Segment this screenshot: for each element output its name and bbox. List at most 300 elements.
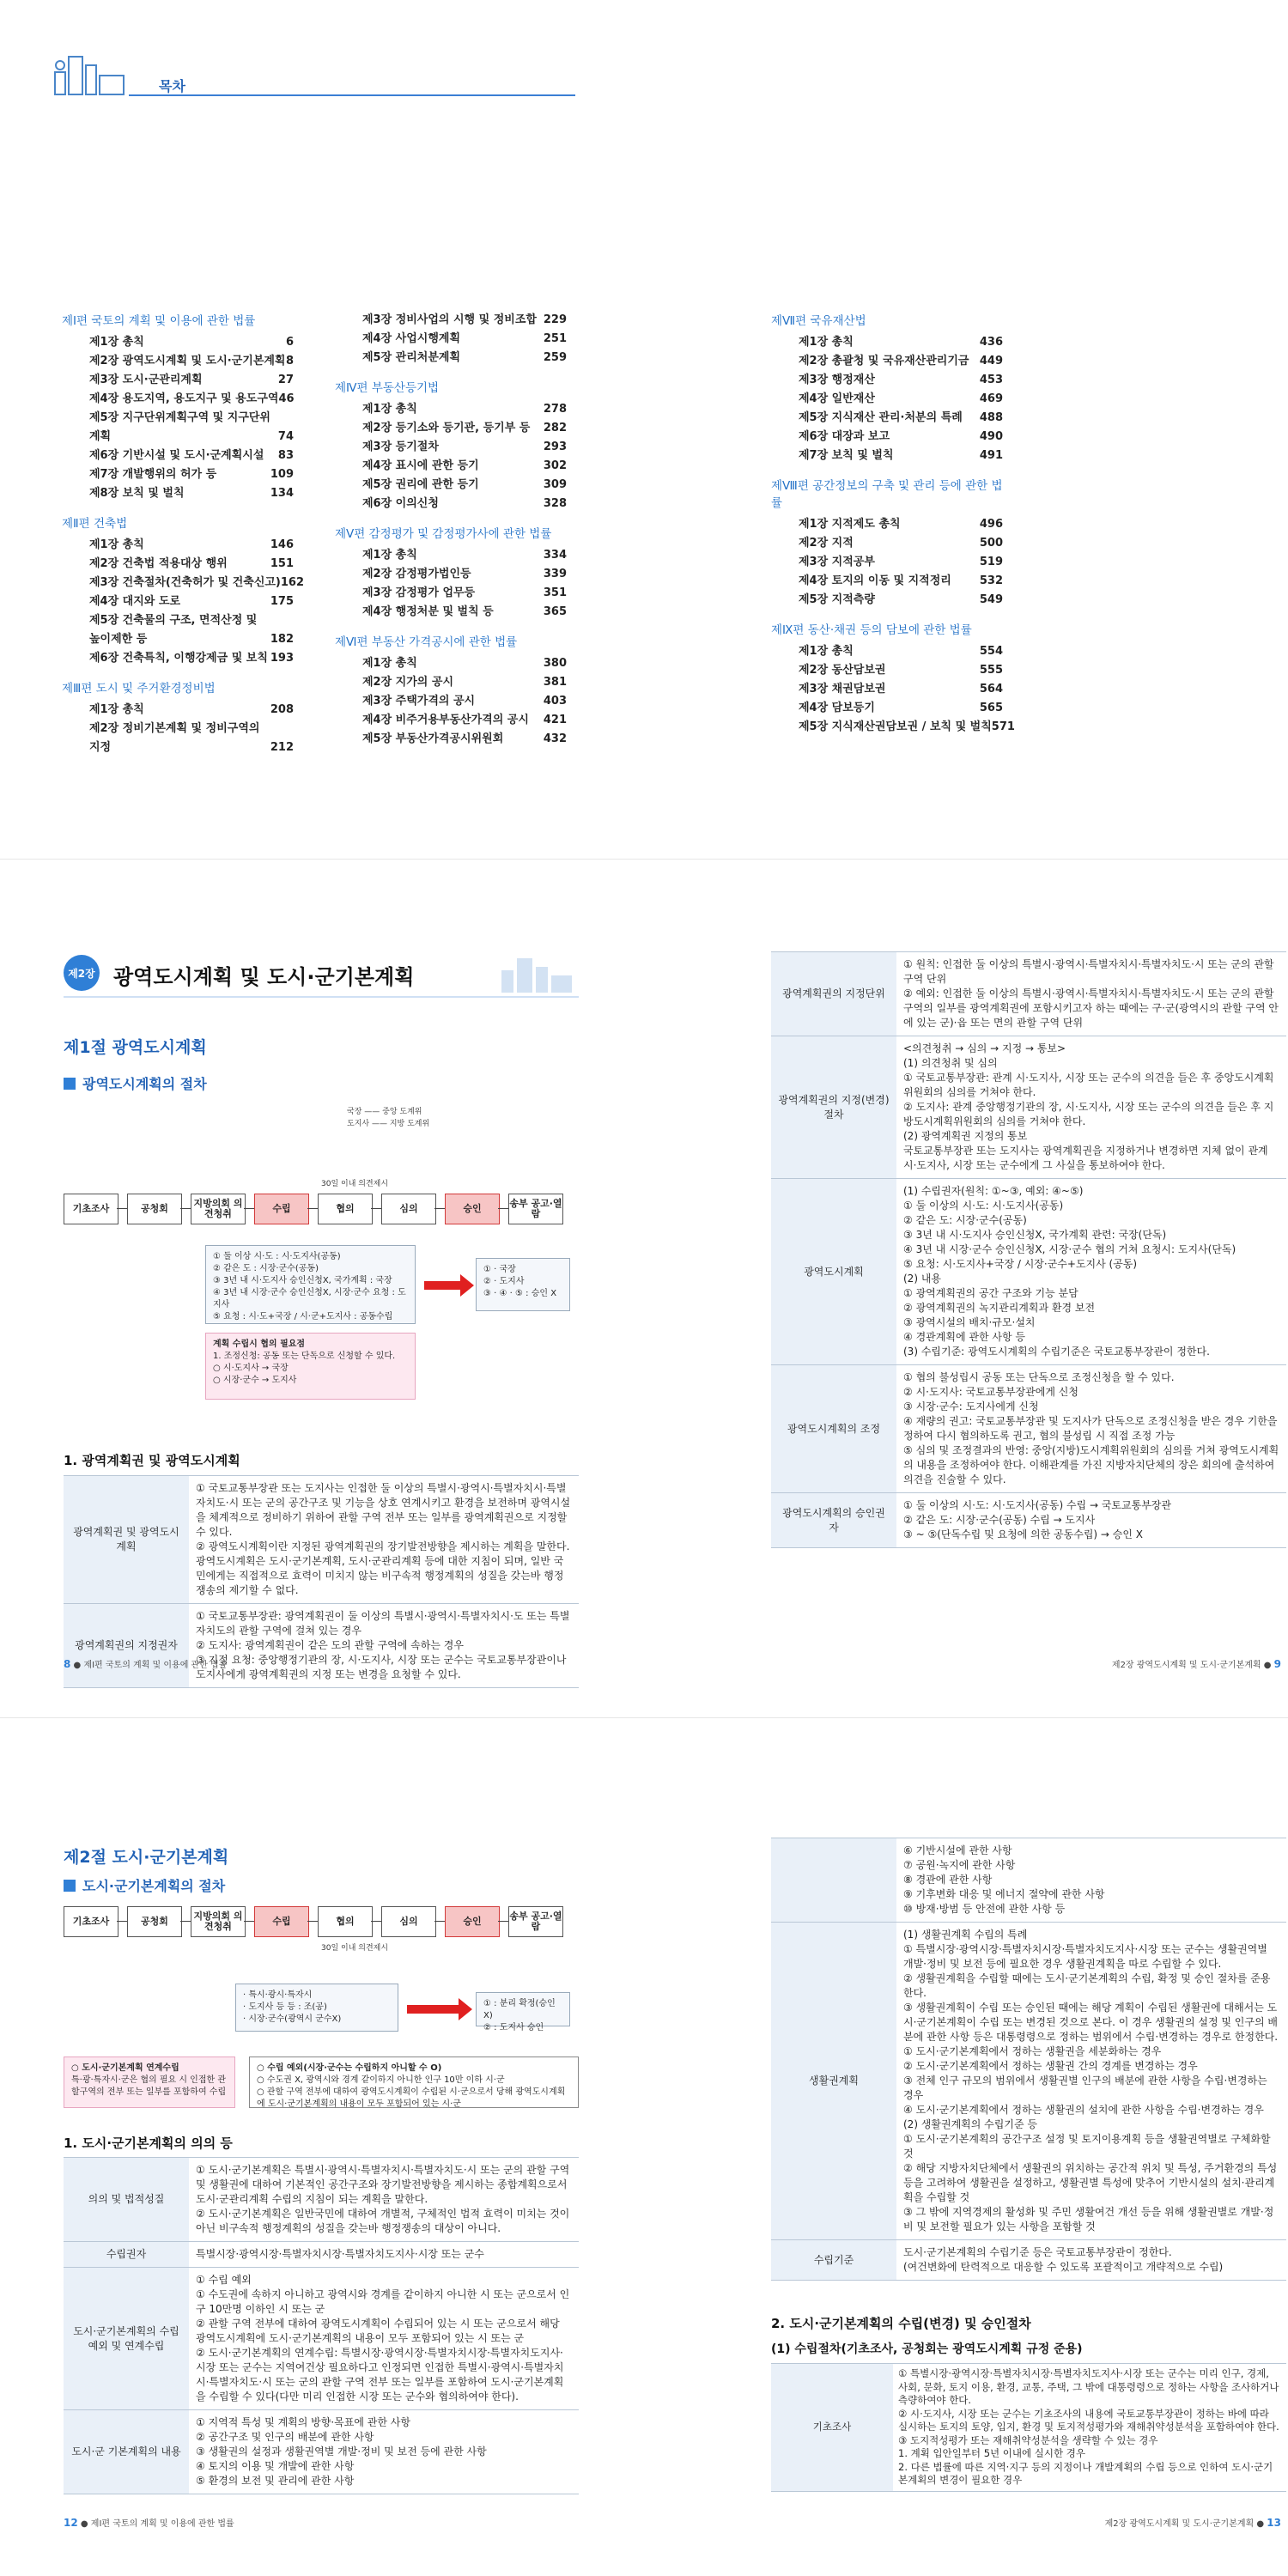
footer-right: 제2장 광역도시계획 및 도시·군기본계획 ● 13 — [1104, 2517, 1281, 2529]
toc-entry[interactable] — [335, 654, 567, 673]
table-text-line: (1) 수립권자(원칙: ①~③, 예외: ④~⑤) — [903, 1185, 1084, 1197]
toc-entry[interactable] — [62, 611, 294, 630]
toc-entry-page: 381 — [543, 676, 567, 689]
table-text-line: ① 국토교통부장관: 광역계획권이 둘 이상의 특별시·광역시·특별자치시·도 또는 특별자치도의 관할 구역에 걸쳐 있는 경우 — [196, 1610, 570, 1637]
table-row-content — [189, 1604, 579, 1688]
flow-step-box: 심의 — [381, 1194, 436, 1224]
toc-entry-title: 제3장 행정재산 — [799, 374, 875, 386]
toc-entry-title: 제3장 채권담보권 — [799, 683, 886, 696]
toc-entry[interactable] — [335, 603, 567, 622]
table-text-line: ② 광역계획권의 녹지관리계획과 환경 보전 — [903, 1302, 1096, 1314]
subsection-heading: 1. 도시·군기본계획의 의의 등 — [64, 2136, 233, 2151]
flow-arrow — [244, 1208, 254, 1209]
toc-entry[interactable] — [771, 409, 1003, 428]
table-basic-survey — [771, 2363, 1286, 2492]
square-bullet-icon — [64, 1880, 76, 1892]
table-text-line: ② 광역도시계획이란 지정된 광역계획권의 장기발전방향을 제시하는 계획을 말한다. 광역도시계획은 도시·군기본계획, 도시·군관리계획 등에 대한 지침이 되며, 일반 국민에게는 직접적으로 효력이 미치지 않는 비구속적 행정계획의 성질을 갖는바 행정쟁송의 제기할 수 없다. — [196, 1540, 570, 1596]
toc-entry-page: 555 — [979, 664, 1003, 677]
toc-entry-title: 제4장 토지의 이동 및 지적정리 — [799, 574, 951, 587]
table-text-line: ④ 경관계획에 관한 사항 등 — [903, 1331, 1025, 1343]
toc-entry[interactable] — [771, 390, 1003, 409]
chapter-title: 광역도시계획 및 도시·군기본계획 — [113, 965, 415, 989]
toc-entry-page: 491 — [979, 449, 1003, 462]
table-text-line: ① 둘 이상의 시·도: 시·도지사(공동) — [903, 1200, 1064, 1212]
flow-note-panel: 계획 수립시 협의 필요점 1. 조정신청: 공동 또는 단독으로 신청할 수 있다. ○ 시·도지사 → 국장 ○ 시장·군수 → 도지사 — [205, 1333, 416, 1400]
toc-entry-page: 251 — [543, 332, 567, 345]
table-row-content — [189, 2158, 579, 2242]
toc-entry-title: 제6장 이의신청 — [362, 497, 439, 510]
toc-entry-page: 436 — [979, 336, 1003, 349]
toc-entry-title: 제2장 지적 — [799, 537, 854, 550]
table-text-line: ① 국토교통부장관: 관계 시·도지사, 시장 또는 군수의 의견을 들은 후 중앙도시계획위원회의 심의를 거쳐야 한다. — [903, 1072, 1274, 1098]
toc-entry[interactable] — [771, 699, 1003, 718]
table-text-line: 2. 다른 법률에 따른 지역·지구 등의 지정이나 개발계획의 수립 등으로 인하여 도시·군기본계획의 변경이 필요한 경우 — [898, 2460, 1273, 2487]
toc-entry-title: 제4장 대지와 도로 — [89, 595, 181, 608]
toc-entry-title: 제5장 건축물의 구조, 면적산정 및 — [89, 614, 258, 627]
table-text-line: ③ ~ ⑤(단독수립 및 요청에 의한 공동수립) → 승인 X — [903, 1528, 1144, 1540]
flow-panel-left: · 특시·광시·특자시 · 도지사 등 등 : 조(공) · 시장·군수(광역시 군수X) — [235, 1984, 398, 2032]
table-row-header: 도시·군 기본계획의 내용 — [64, 2410, 189, 2494]
toc-entry-page: 334 — [543, 549, 567, 562]
toc-entry[interactable] — [62, 371, 294, 390]
table-row-header: 도시·군기본계획의 수립 예외 및 연계수립 — [64, 2268, 189, 2410]
toc-part-title[interactable]: 제Ⅱ편 건축법 — [62, 517, 128, 531]
table-row-header: 광역계획권의 지정(변경)절차 — [771, 1036, 896, 1179]
toc-entry[interactable] — [62, 738, 294, 757]
table-text-line: 도시·군기본계획의 수립기준 등은 국토교통부장관이 정한다. — [903, 2246, 1172, 2258]
table-row-content — [896, 1493, 1286, 1548]
toc-entry[interactable] — [62, 428, 294, 447]
toc-entry[interactable] — [335, 330, 567, 349]
toc-entry[interactable] — [62, 630, 294, 649]
subsection-heading: 1. 광역계획권 및 광역도시계획 — [64, 1453, 240, 1468]
toc-part-title[interactable]: 제Ⅵ편 부동산 가격공시에 관한 법률 — [335, 635, 518, 649]
flow-step-box: 심의 — [381, 1906, 436, 1937]
toc-entry-title: 제5장 부동산가격공시위원회 — [362, 732, 504, 745]
flow-arrow — [371, 1921, 381, 1922]
table-text-line: ② 도지사: 관계 중앙행정기관의 장, 시·도지사, 시장 또는 군수의 의견을 들은 후 지방도시계획위원회의 심의를 거쳐야 한다. — [903, 1101, 1274, 1127]
toc-entry-title: 제1장 총칙 — [89, 703, 144, 716]
toc-entry-page: 339 — [543, 568, 567, 580]
toc-part-title[interactable]: 제Ⅷ편 공간정보의 구축 및 관리 등에 관한 법률 — [771, 479, 1003, 510]
toc-entry[interactable] — [62, 409, 294, 428]
table-gwangyeok-right — [771, 951, 1286, 1548]
flow-arrow — [117, 1921, 127, 1922]
toc-entry-page: 571 — [991, 720, 1015, 733]
section-title: 제2절 도시·군기본계획 — [64, 1848, 229, 1867]
table-text-line: ③ 3년 내 시·도지사 승인신청X, 국가계획 관련: 국장(단독) — [903, 1229, 1167, 1241]
table-text-line: ② 같은 도: 시장·군수(공동) — [903, 1214, 1027, 1226]
flow-arrow — [498, 1208, 508, 1209]
table-text-line: ① 둘 이상의 시·도: 시·도지사(공동) 수립 → 국토교통부장관 — [903, 1499, 1171, 1511]
flow-arrow — [434, 1208, 445, 1209]
toc-part-title[interactable]: 제Ⅶ편 국유재산법 — [771, 314, 866, 328]
toc-entry-title: 제1장 총칙 — [89, 336, 144, 349]
toc-entry-title: 지정 — [89, 741, 112, 754]
toc-entry-title: 제2장 정비기본계획 및 정비구역의 — [89, 722, 260, 735]
toc-entry[interactable] — [771, 680, 1003, 699]
toc-entry-page: 564 — [979, 683, 1003, 696]
table-text-line: ① 원칙: 인접한 둘 이상의 특별시·광역시·특별자치시·특별자치도·시 또는 군의 관할 구역 단위 — [903, 958, 1274, 985]
table-text-line: ⑤ 요청: 시·도지사+국장 / 시장·군수+도지사 (공동) — [903, 1258, 1138, 1270]
toc-entry-title: 제5장 지적측량 — [799, 593, 875, 606]
table-row — [64, 2268, 579, 2410]
toc-entry-page: 162 — [280, 576, 305, 589]
toc-entry[interactable] — [771, 642, 1003, 661]
toc-entry-title: 제4장 비주거용부동산가격의 공시 — [362, 714, 529, 726]
toc-entry[interactable] — [62, 649, 294, 668]
chapter-rule — [64, 996, 579, 998]
toc-entry-page: 351 — [543, 586, 567, 599]
flow-step-box: 수립 — [254, 1906, 309, 1937]
toc-entry-title: 제4장 용도지역, 용도지구 및 용도구역 — [89, 392, 279, 405]
chapter2-page — [0, 859, 1288, 1717]
table-text-line: ① 국토교통부장관 또는 도지사는 인접한 둘 이상의 특별시·광역시·특별자치시·특별자치도·시 또는 군의 공간구조 및 기능을 상호 연계시키고 환경을 보전하며 광역시설을 체계적으로 정비하기 위하여 관할 구역 전부 또는 일부를 광역계획권으로 지정할 수 있다. — [196, 1482, 571, 1538]
toc-entry-page: 421 — [543, 714, 567, 726]
toc-entry-page: 565 — [979, 702, 1003, 714]
toc-entry-page: 229 — [543, 313, 567, 326]
table-row-content — [896, 2240, 1286, 2281]
toc-entry[interactable] — [62, 352, 294, 371]
toc-header — [52, 52, 575, 100]
toc-entry-page: 500 — [979, 537, 1003, 550]
toc-entry-page: 302 — [543, 459, 567, 472]
table-text-line: ② 도시·군기본계획은 일반국민에 대하여 개별적, 구체적인 법적 효력이 미치는 것이 아닌 비구속적 행정계획의 성질을 갖는바 행정쟁송의 대상이 아니다. — [196, 2208, 570, 2234]
toc-entry[interactable] — [771, 553, 1003, 572]
table-row-content — [893, 2364, 1286, 2492]
table-row-header: 광역계획권의 지정권자 — [64, 1604, 189, 1688]
table-text-line: ③ 도지적성평가 또는 재해취약성분석을 생략할 수 있는 경우 — [898, 2433, 1158, 2446]
table-text-line: ⑤ 환경의 보전 및 관리에 관한 사항 — [196, 2475, 355, 2487]
toc-entry[interactable] — [771, 718, 1015, 737]
toc-entry-title: 제3장 감정평가 업무등 — [362, 586, 476, 599]
table-row — [771, 1493, 1286, 1548]
toc-entry-title: 제7장 보칙 및 벌칙 — [799, 449, 894, 462]
subsection-heading-3: (1) 수립절차(기초조사, 공청회는 광역도시계획 규정 준용) — [771, 2342, 1083, 2356]
toc-entry-page: 554 — [979, 645, 1003, 658]
toc-part-title[interactable]: 제Ⅲ편 도시 및 주거환경정비법 — [62, 682, 216, 696]
subsection-label: 광역도시계획의 절차 — [82, 1076, 207, 1092]
toc-entry-page: 278 — [543, 403, 567, 416]
flow-arrow — [307, 1921, 318, 1922]
table-row — [771, 1923, 1286, 2240]
table-text-line: (여건변화에 탄력적으로 대응할 수 있도록 포괄적이고 개략적으로 수립) — [903, 2261, 1224, 2273]
chapter-badge: 제2장 — [64, 955, 100, 991]
table-row — [771, 1838, 1286, 1923]
flow-panel-right: ① : 분리 확정(승인X) ② : 도지사 승인 — [476, 1992, 570, 2026]
toc-entry[interactable] — [62, 701, 294, 720]
table-text-line: ① 도시·군기본계획에서 정하는 생활권을 세분화하는 경우 — [903, 2045, 1162, 2057]
table-text-line: (1) 생활권계획 수립의 특례 — [903, 1929, 1028, 1941]
toc-entry-page: 46 — [278, 392, 295, 405]
table-row — [771, 952, 1286, 1036]
toc-entry-title: 제4장 일반재산 — [799, 392, 875, 405]
flow-arrow — [307, 1208, 318, 1209]
table-text-line: (2) 생활권계획의 수립기준 등 — [903, 2118, 1037, 2130]
table-text-line: ④ 토지의 이용 및 개발에 관한 사항 — [196, 2460, 355, 2472]
toc-entry[interactable] — [62, 592, 294, 611]
toc-entry-page: 488 — [979, 411, 1003, 424]
table-text-line: 특별시장·광역시장·특별자치시장·특별자치도지사·시장 또는 군수 — [196, 2248, 484, 2260]
flow-arrow — [434, 1921, 445, 1922]
section2-page — [0, 1717, 1288, 2576]
toc-entry-title: 제3장 도시·군관리계획 — [89, 374, 203, 386]
toc-entry-title: 제2장 총괄청 및 국유재산관리기금 — [799, 355, 969, 368]
toc-entry-title: 제2장 건축법 적용대상 행위 — [89, 557, 228, 570]
table-text-line: ⑦ 공원·녹지에 관한 사항 — [903, 1859, 1016, 1871]
table-text-line: ② 생활권계획을 수립할 때에는 도시·군기본계획의 수립, 확정 및 승인 절차를 준용한다. — [903, 1972, 1271, 1999]
table-row — [64, 1604, 579, 1688]
toc-entry[interactable] — [335, 711, 567, 730]
table-row — [771, 1179, 1286, 1365]
table-text-line: ① 특별시장·광역시장·특별자치시장·특별자치도지사·시장 또는 군수는 미리 인구, 경제, 사회, 문화, 토지 이용, 환경, 교통, 주택, 그 밖에 대통령령으로 정하는 사항을 조사하거나 측량하여야 한다. — [898, 2367, 1279, 2407]
toc-entry-title: 제4장 사업시행계획 — [362, 332, 461, 345]
toc-entry-page: 328 — [543, 497, 567, 510]
footer-left: 12 ● 제Ⅰ편 국토의 계획 및 이용에 관한 법률 — [64, 2517, 234, 2529]
footer-right: 제2장 광역도시계획 및 도시·군기본계획 ● 9 — [1111, 1658, 1281, 1670]
toc-entry[interactable] — [335, 311, 567, 330]
toc-entry[interactable] — [335, 400, 567, 419]
flow-step-box: 협의 — [318, 1906, 373, 1937]
toc-entry[interactable] — [771, 572, 1003, 591]
toc-entry-page: 134 — [270, 487, 294, 500]
table-row-content — [896, 1036, 1286, 1179]
table-row-header: 광역도시계획의 조정 — [771, 1365, 896, 1493]
toc-entry[interactable] — [771, 591, 1003, 610]
flow-step-box: 기초조사 — [64, 1194, 118, 1224]
table-text-line: ① 지역적 특성 및 계획의 방향·목표에 관한 사항 — [196, 2416, 410, 2428]
table-text-line: ② 해당 지방자치단체에서 생활권의 위치하는 공간적 위치 및 특성, 주거환경의 특성 등을 고려하여 생활권을 설정하고, 생활권별 특성에 맞추어 기반시설의 설치·관리계획을 수립할 것 — [903, 2162, 1278, 2203]
toc-entry-page: 403 — [543, 695, 567, 708]
toc-entry-title: 제1장 총칙 — [799, 645, 854, 658]
toc-entry-page: 8 — [285, 355, 294, 368]
toc-column-2 — [335, 311, 567, 749]
table-row-content — [189, 1476, 579, 1604]
toc-page — [0, 0, 1288, 859]
toc-column-3 — [771, 311, 1015, 737]
toc-entry[interactable] — [62, 465, 294, 484]
toc-entry[interactable] — [62, 555, 294, 574]
toc-entry[interactable] — [335, 495, 567, 513]
flow-note: 30일 이내 의견제시 — [321, 1944, 389, 1953]
table-row-header: 광역계획권의 지정단위 — [771, 952, 896, 1036]
flow-arrow — [371, 1208, 381, 1209]
flow-step-box: 협의 — [318, 1194, 373, 1224]
toc-entry[interactable] — [335, 565, 567, 584]
flow-step-box: 공청회 — [127, 1906, 182, 1937]
toc-entry[interactable] — [335, 457, 567, 476]
toc-entry[interactable] — [771, 534, 1003, 553]
toc-entry-title: 제5장 지식재산 관리·처분의 특례 — [799, 411, 963, 424]
toc-entry-title: 제5장 권리에 관한 등기 — [362, 478, 479, 491]
toc-part-title[interactable]: 제Ⅳ편 부동산등기법 — [335, 381, 440, 395]
toc-entry-page: 519 — [979, 556, 1003, 568]
table-row-header: 수립기준 — [771, 2240, 896, 2281]
toc-entry-title: 제2장 등기소와 등기관, 등기부 등 — [362, 422, 531, 434]
toc-entry[interactable] — [771, 371, 1003, 390]
table-text-line: ④ 도시·군기본계획에서 정하는 생활권의 설치에 관한 사항을 수립·변경하는 경우 — [903, 2104, 1264, 2116]
table-basic-plan-right — [771, 1838, 1286, 2281]
toc-entry-page: 549 — [979, 593, 1003, 606]
subsection-label: 도시·군기본계획의 절차 — [82, 1878, 226, 1894]
table-row-header: 수립권자 — [64, 2242, 189, 2268]
toc-entry-page: 175 — [270, 595, 294, 608]
toc-entry-page: 490 — [979, 430, 1003, 443]
table-row-content — [896, 1923, 1286, 2240]
toc-entry-title: 높이제한 등 — [89, 633, 148, 646]
table-text-line: ② 시·도지사, 시장 또는 군수는 기초조사의 내용에 국토교통부장관이 정하는 바에 따라 실시하는 토지의 토양, 입지, 환경 및 토지적성평가와 재해취약성분석을 포함하여야 한다. — [898, 2407, 1279, 2433]
footer-left: 8 ● 제Ⅰ편 국토의 계획 및 이용에 관한 법률 — [64, 1658, 228, 1670]
toc-entry[interactable] — [62, 720, 294, 738]
red-arrow-icon — [424, 1281, 460, 1290]
toc-entry-title: 제5장 관리처분계획 — [362, 351, 461, 364]
table-text-line: <의견청취 → 심의 → 지정 → 통보> — [903, 1042, 1066, 1054]
toc-entry-page: 83 — [277, 449, 294, 462]
table-row-header: 광역계획권 및 광역도시계획 — [64, 1476, 189, 1604]
toc-entry-page: 259 — [543, 351, 567, 364]
city-skyline-icon — [52, 52, 129, 96]
toc-entry[interactable] — [335, 419, 567, 438]
toc-entry-page: 432 — [543, 732, 567, 745]
table-text-line: ③ 전체 인구 규모의 범위에서 생활권별 인구의 배분에 관한 사항을 수립·변경하는 경우 — [903, 2075, 1267, 2101]
toc-entry-title: 제5장 지식재산권담보권 / 보칙 및 벌칙 — [799, 720, 992, 733]
toc-entry-page: 182 — [270, 633, 294, 646]
toc-entry[interactable] — [335, 476, 567, 495]
table-row-header: 생활권계획 — [771, 1923, 896, 2240]
toc-entry[interactable] — [335, 349, 567, 368]
toc-part-title[interactable]: 제Ⅴ편 감정평가 및 감정평가사에 관한 법률 — [335, 527, 552, 541]
subsection-title — [64, 1073, 207, 1093]
toc-entry[interactable] — [771, 515, 1003, 534]
table-text-line: ② 공간구조 및 인구의 배분에 관한 사항 — [196, 2431, 374, 2443]
toc-entry-page: 109 — [270, 468, 294, 481]
toc-entry[interactable] — [335, 546, 567, 565]
table-row-content — [896, 1365, 1286, 1493]
table-text-line: ② 시·도지사: 국토교통부장관에게 신청 — [903, 1386, 1078, 1398]
exception-note: ○ 수립 예외(시장·군수는 수립하지 아니할 수 O) ○ 수도권 X, 광역시와 경계 같이하지 아니한 인구 10만 이하 시·군 ○ 관할 구역 전부에 대하여 광역도시계획이 수립된 시·군으로서 당해 광역도시계획에 도시·군기본계획의 내용이 모두 포함되어 있는 시·군 — [249, 2057, 579, 2108]
table-text-line: ① 협의 불성립시 공동 또는 단독으로 조정신청을 할 수 있다. — [903, 1371, 1175, 1383]
table-text-line: ② 도시·군기본계획에서 정하는 생활권 간의 경계를 변경하는 경우 — [903, 2060, 1198, 2072]
flow-arrow — [180, 1208, 191, 1209]
table-text-line: ⑥ 기반시설에 관한 사항 — [903, 1844, 1012, 1856]
toc-entry[interactable] — [62, 536, 294, 555]
toc-column-1 — [62, 311, 305, 757]
toc-entry-page: 365 — [543, 605, 567, 618]
toc-entry[interactable] — [62, 574, 305, 592]
toc-entry-title: 제2장 지가의 공시 — [362, 676, 454, 689]
toc-entry[interactable] — [771, 447, 1003, 465]
toc-entry-title: 제4장 행정처분 및 벌칙 등 — [362, 605, 494, 618]
toc-entry[interactable] — [335, 438, 567, 457]
toc-entry-page: 293 — [543, 440, 567, 453]
toc-entry-page: 151 — [270, 557, 294, 570]
toc-entry[interactable] — [62, 484, 294, 503]
table-text-line: ③ 생활권계획이 수립 또는 승인된 때에는 해당 계획이 수립된 생활권에 대해서는 도시·군기본계획이 수립 또는 변경된 것으로 본다. 이 경우 생활권의 설정 및 인구의 배분에 관한 사항 등은 대통령령으로 정하는 범위에서 수립·변경하는 경우로 한정한다. — [903, 2002, 1279, 2043]
toc-entry-page: 469 — [979, 392, 1003, 405]
flow-arrow — [498, 1921, 508, 1922]
toc-entry[interactable] — [62, 333, 294, 352]
flow-note: 30일 이내 의견제시 — [321, 1180, 389, 1188]
toc-entry[interactable] — [771, 428, 1003, 447]
toc-entry-page: 74 — [277, 430, 294, 443]
table-text-line: ③ 생활권의 설정과 생활권역별 개발·정비 및 보전 등에 관한 사항 — [196, 2445, 487, 2458]
table-row-content — [896, 1179, 1286, 1365]
table-text-line: ② 도지사: 광역계획권이 같은 도의 관할 구역에 속하는 경우 — [196, 1639, 464, 1651]
toc-entry-title: 제3장 정비사업의 시행 및 정비조합 — [362, 313, 537, 326]
table-row — [771, 2240, 1286, 2281]
table-text-line: ⑧ 경관에 관한 사항 — [903, 1874, 993, 1886]
table-text-line: (1) 의견청취 및 심의 — [903, 1057, 998, 1069]
toc-entry-title: 제1장 총칙 — [362, 657, 417, 670]
toc-entry[interactable] — [335, 673, 567, 692]
toc-entry-title: 제6장 대장과 보고 — [799, 430, 890, 443]
toc-entry[interactable] — [62, 447, 294, 465]
toc-entry-title: 제4장 담보등기 — [799, 702, 875, 714]
toc-entry-title: 제3장 지적공부 — [799, 556, 875, 568]
flow-step-box: 수립 — [254, 1194, 309, 1224]
flow-step-box: 승인 — [445, 1906, 500, 1937]
table-text-line: ② 예외: 인접한 둘 이상의 특별시·광역시·특별자치시·특별자치도·시 또는 군의 관할 구역의 일부를 광역계획권에 포함시키고자 하는 때에는 구·군(광역시의 관할 구역 안에 있는 군)·읍 또는 면의 관할 구역 단위 — [903, 987, 1279, 1029]
table-text-line: ③ 지정 요청: 중앙행정기관의 장, 시·도지사, 시장 또는 군수는 국토교통부장관이나 도지사에게 광역계획권의 지정 또는 변경을 요청할 수 있다. — [196, 1654, 567, 1680]
procedure-flowchart — [64, 1108, 579, 1400]
section-title: 제1절 광역도시계획 — [64, 1038, 207, 1057]
flow-arrow — [180, 1921, 191, 1922]
toc-title: 목차 — [159, 78, 185, 94]
toc-entry-page: 208 — [270, 703, 294, 716]
table-text-line: ④ 재량의 권고: 국토교통부장관 및 도지사가 단독으로 조정신청을 받은 경우 기한을 정하여 다시 협의하도록 권고, 협의 불성립 시 직접 조정 가능 — [903, 1415, 1278, 1442]
table-text-line: ① 도시·군기본계획의 공간구조 설정 및 토지이용계획 등을 생활권역별로 구체화할 것 — [903, 2133, 1271, 2160]
toc-entry[interactable] — [335, 584, 567, 603]
toc-entry-page: 27 — [277, 374, 294, 386]
table-text-line: ② 같은 도: 시장·군수(공동) 수립 → 도지사 — [903, 1514, 1096, 1526]
toc-entry[interactable] — [62, 390, 294, 409]
flow-panel-left: ① 둘 이상 시·도 : 시·도지사(공동) ② 같은 도 : 시장·군수(공동) ③ 3년 내 시·도지사 승인신청X, 국가계획 : 국장 ④ 3년 내 시장·군수 승인신청X, 시장·군수 요청 : 도지사 ⑤ 요청 : 시·도+국장 / 시·군+도지사 : 공동수립 — [205, 1245, 416, 1324]
table-row-header: 광역도시계획의 승인권자 — [771, 1493, 896, 1548]
toc-entry-title: 제1장 총칙 — [362, 403, 417, 416]
flow-step-box: 승인 — [445, 1194, 500, 1224]
flow-step-box: 송부 공고·열람 — [508, 1906, 563, 1937]
table-row-content — [189, 2242, 579, 2268]
table-row-content — [189, 2410, 579, 2494]
flow-arrow — [244, 1921, 254, 1922]
table-text-line: (2) 광역계획권 지정의 통보 — [903, 1130, 1028, 1142]
toc-entry[interactable] — [771, 333, 1003, 352]
table-row — [64, 2410, 579, 2494]
table-row — [64, 2158, 579, 2242]
toc-entry[interactable] — [335, 730, 567, 749]
toc-entry-title: 제1장 총칙 — [89, 538, 144, 551]
toc-entry-title: 제5장 지구단위계획구역 및 지구단위 — [89, 411, 270, 424]
toc-entry-page: 453 — [979, 374, 1003, 386]
table-text-line: ⑤ 심의 및 조정결과의 반영: 중앙(지방)도시계획위원회의 심의를 거쳐 광역도시계획의 내용을 조정하여야 한다. 이해관계를 가진 지방자치단체의 장은 회의에 출석하여 의견을 진술할 수 있다. — [903, 1444, 1279, 1485]
toc-part-title[interactable]: 제Ⅰ편 국토의 계획 및 이용에 관한 법률 — [62, 314, 256, 328]
subsection-heading-2: 2. 도시·군기본계획의 수립(변경) 및 승인절차 — [771, 2316, 1031, 2331]
joint-plan-note: ○ 도시·군기본계획 연계수립 특·광·특자시·군은 협의 필요 시 인접한 관할구역의 전부 또는 일부를 포함하여 수립 — [64, 2057, 235, 2108]
toc-header-rule — [129, 94, 575, 96]
red-arrow-icon — [407, 2005, 459, 2014]
toc-entry-page: 212 — [270, 741, 294, 754]
table-row — [771, 1036, 1286, 1179]
table-row-header — [771, 1838, 896, 1923]
toc-entry-title: 제4장 표시에 관한 등기 — [362, 459, 479, 472]
table-text-line: ⑩ 방재·방범 등 안전에 관한 사항 등 — [903, 1903, 1066, 1915]
toc-entry[interactable] — [771, 352, 1003, 371]
toc-part-title[interactable]: 제Ⅸ편 동산·채권 등의 담보에 관한 법률 — [771, 623, 972, 637]
toc-entry-title: 제7장 개발행위의 허가 등 — [89, 468, 217, 481]
toc-entry-page: 532 — [979, 574, 1003, 587]
toc-entry[interactable] — [771, 661, 1003, 680]
toc-entry[interactable] — [335, 692, 567, 711]
